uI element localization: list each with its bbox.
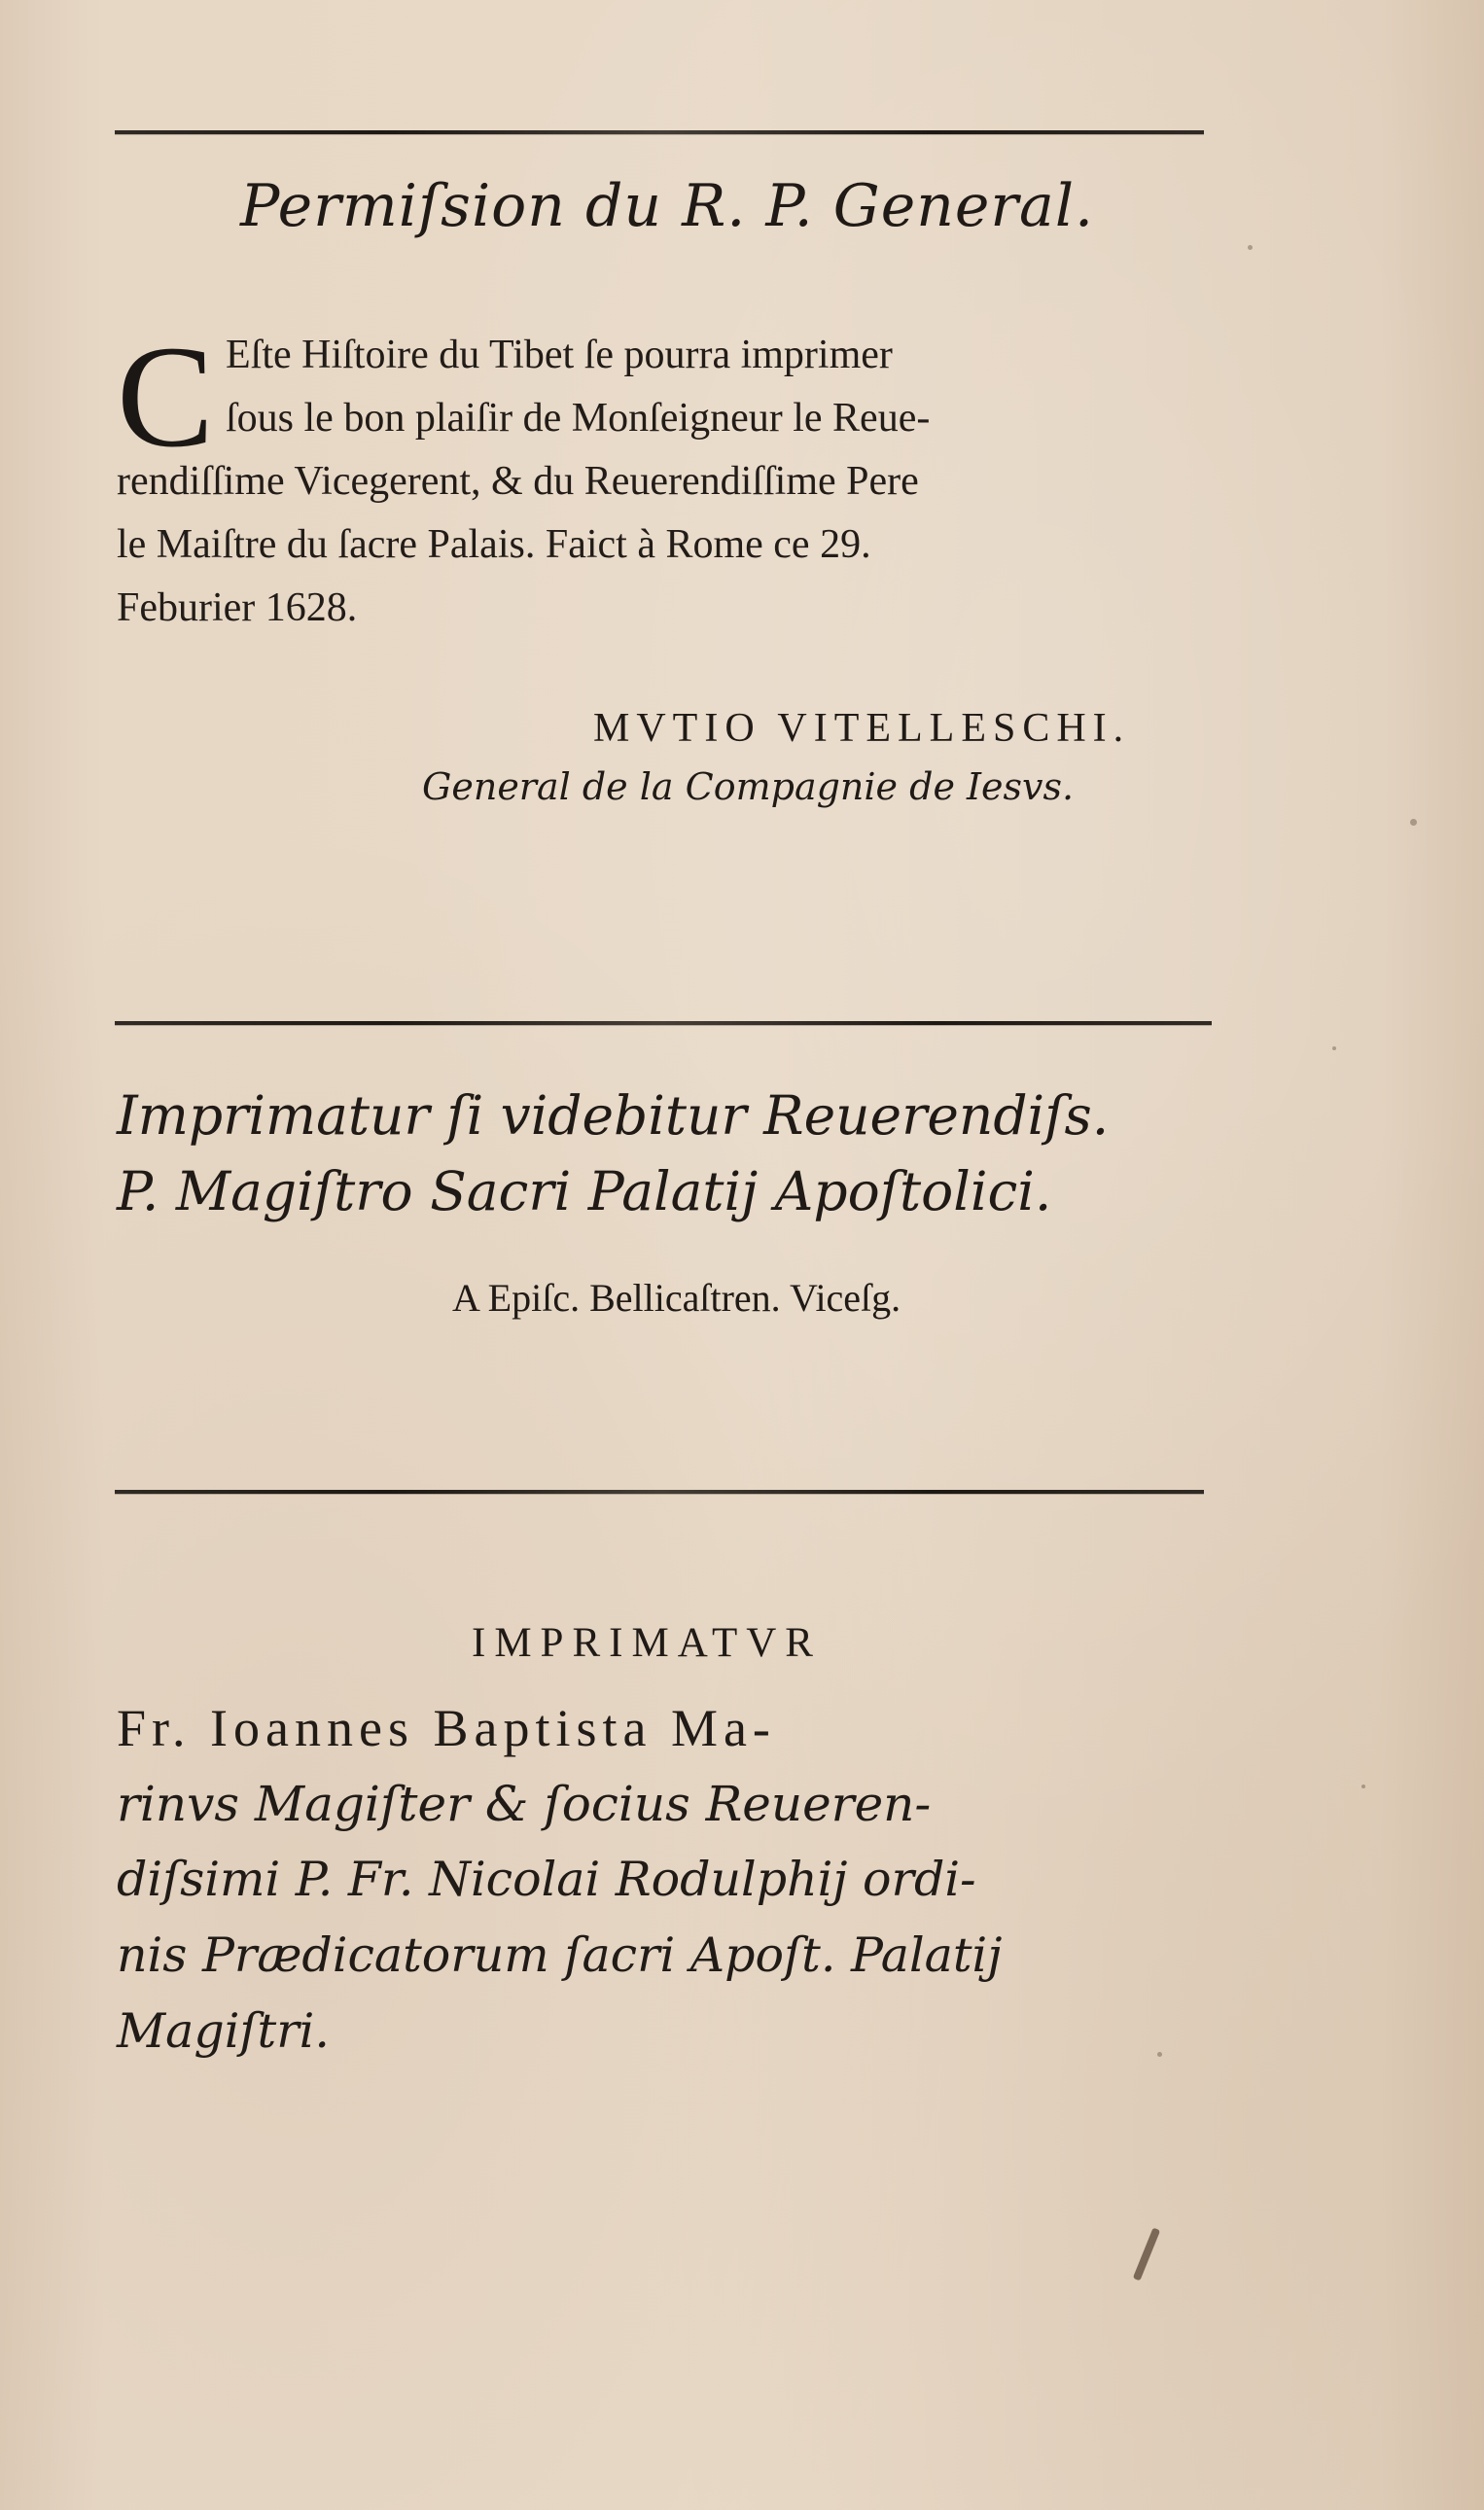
lower-rule [115,1490,1204,1494]
closing-line-1: Fr. Ioannes Baptista Ma- [117,1699,776,1757]
imprimatur-line-3: A Epiſc. Bellicaſtren. Viceſg. [452,1276,901,1320]
closing-line-4: nis Prædicatorum ſacri Apoſt. Palatij [117,1927,1003,1983]
drop-capital: C [117,316,215,477]
imprimatur-line-1: Imprimatur ſi videbitur Reuerendiſs. [117,1084,1110,1147]
paper-speck [1157,2052,1162,2057]
permission-text-line-5: Feburier 1628. [117,585,358,630]
middle-rule [115,1021,1212,1025]
permission-text-line-3: rendiſſime Vicegerent, & du Reuerendiſſime Pere [117,459,919,504]
top-rule [115,130,1204,134]
signatory-name: MVTIO VITELLESCHI. [593,706,1131,751]
permission-text-line-4: le Maiſtre du ſacre Palais. Faict à Rome ce 29. [117,522,871,567]
closing-line-3: diſsimi P. Fr. Nicolai Rodulphij ordi- [117,1852,976,1907]
closing-line-5: Magiſtri. [117,2003,330,2059]
paper-speck [1361,1785,1365,1788]
paper-speck [1248,245,1253,250]
ink-stroke-mark [1133,2228,1160,2281]
imprimatur-heading: IMPRIMATVR [472,1620,822,1666]
paper-speck [1410,819,1417,826]
closing-line-2: rinvs Magiſter & ſocius Reueren- [117,1776,932,1832]
imprimatur-line-2: P. Magiſtro Sacri Palatij Apoſtolici. [117,1160,1052,1222]
paper-speck [1332,1046,1336,1050]
permission-text-line-2: ſous le bon plaiſir de Monſeigneur le Reue- [226,396,931,441]
permission-text-line-1: Eſte Hiſtoire du Tibet ſe pourra imprimer [226,333,893,377]
permission-heading: Permiſsion du R. P. General. [240,172,1095,240]
signatory-role: General de la Compagnie de Iesvs. [422,765,1075,808]
